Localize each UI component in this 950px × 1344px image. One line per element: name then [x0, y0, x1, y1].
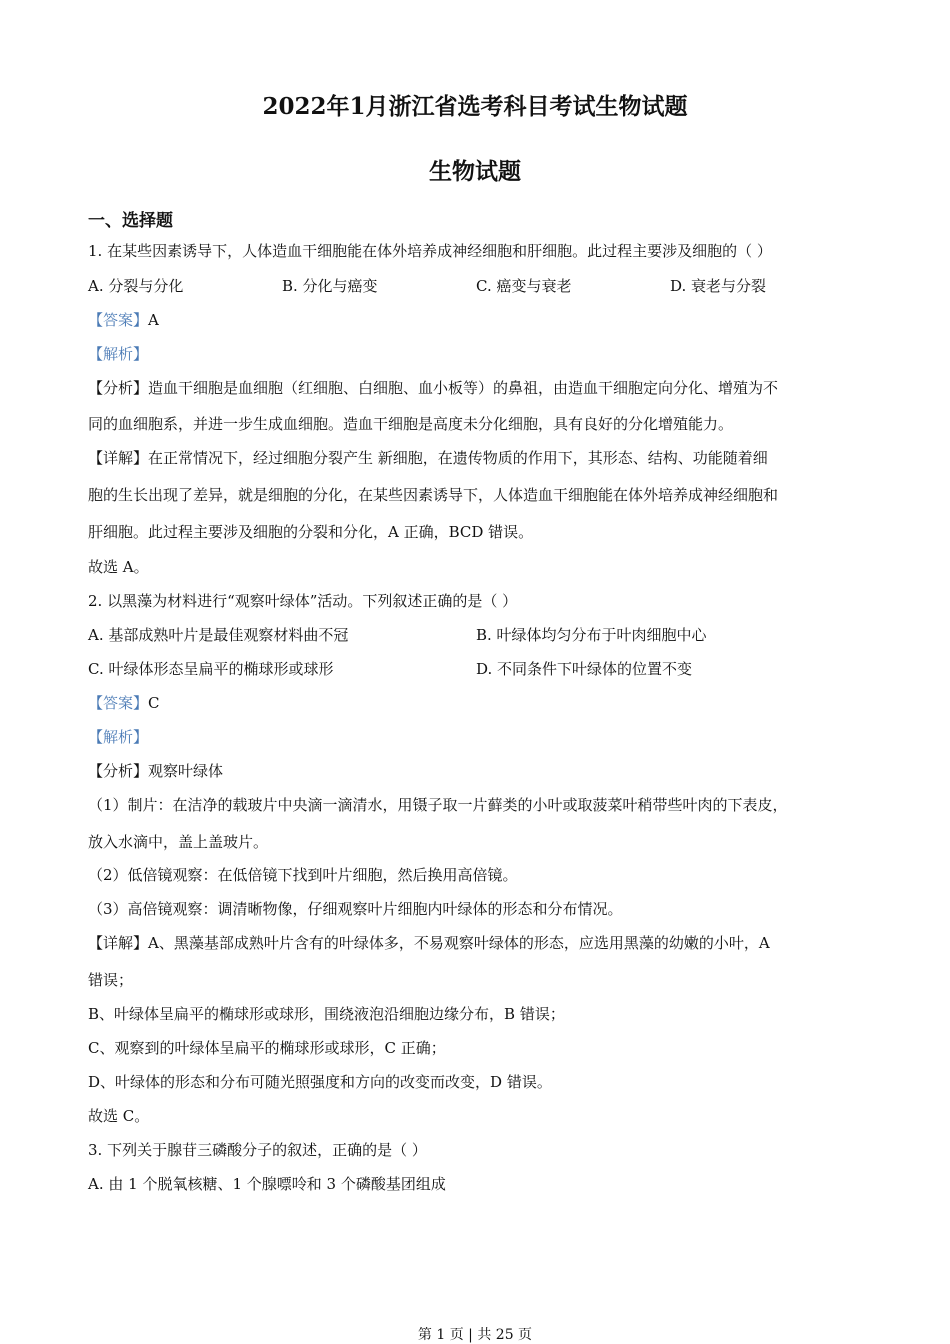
document-title: 2022年1月浙江省选考科目考试生物试题	[262, 93, 688, 120]
q2-option-c: C. 叶绿体形态呈扁平的椭球形或球形	[88, 660, 334, 678]
q3-option-a: A. 由 1 个脱氧核糖、1 个腺嘌呤和 3 个磷酸基团组成	[88, 1175, 446, 1193]
xiangjie-text: 在正常情况下，经过细胞分裂产生 新细胞，在遗传物质的作用下，其形态、结构、功能随着细	[148, 449, 768, 467]
q2-option-d: D. 不同条件下叶绿体的位置不变	[476, 660, 693, 678]
q2-option-a: A. 基部成熟叶片是最佳观察材料曲不冠	[88, 626, 349, 644]
q2-xiangjie-line-1	[88, 933, 863, 953]
q1-option-d: D. 衰老与分裂	[670, 277, 767, 295]
xiangjie-text: A、黑藻基部成熟叶片含有的叶绿体多，不易观察叶绿体的形态，应选用黑藻的幼嫩的小叶，A	[148, 934, 770, 952]
q2-option-b: B. 叶绿体均匀分布于叶肉细胞中心	[476, 626, 707, 644]
q2-line-c: C、观察到的叶绿体呈扁平的椭球形或球形，C 正确；	[88, 1039, 446, 1057]
xiangjie-tag: 【详解】	[88, 934, 149, 952]
q1-answer	[88, 310, 863, 330]
q2-step-2: （2）低倍镜观察：在低倍镜下找到叶片细胞，然后换用高倍镜。	[88, 866, 518, 884]
answer-value: A	[148, 311, 159, 329]
q1-fenxi-line-1	[88, 378, 863, 398]
analysis-tag: 【解析】	[88, 728, 149, 746]
fenxi-tag: 【分析】	[88, 379, 149, 397]
analysis-tag: 【解析】	[88, 345, 149, 363]
q1-option-b: B. 分化与癌变	[282, 277, 378, 295]
q1-option-a: A. 分裂与分化	[88, 277, 184, 295]
fenxi-tag: 【分析】	[88, 762, 149, 780]
q1-stem: 1. 在某些因素诱导下，人体造血干细胞能在体外培养成神经细胞和肝细胞。此过程主要涉及细胞的（ ）	[88, 242, 772, 260]
q2-step-1a: （1）制片：在洁净的载玻片中央滴一滴清水，用镊子取一片藓类的小叶或取菠菜叶稍带些叶肉的下表皮，	[88, 796, 788, 814]
q1-xiangjie-line-1	[88, 448, 863, 468]
q2-stem: 2. 以黑藻为材料进行“观察叶绿体”活动。下列叙述正确的是（ ）	[88, 592, 518, 610]
document-subtitle: 生物试题	[429, 158, 521, 185]
q2-analysis-heading	[88, 727, 863, 747]
q2-answer	[88, 693, 863, 713]
q2-line-b: B、叶绿体呈扁平的椭球形或球形，围绕液泡沿细胞边缘分布，B 错误；	[88, 1005, 565, 1023]
q1-fenxi-line-2: 同的血细胞系，并进一步生成血细胞。造血干细胞是高度未分化细胞，具有良好的分化增殖能力。	[88, 415, 734, 433]
answer-tag: 【答案】	[88, 694, 149, 712]
q1-xiangjie-line-3: 肝细胞。此过程主要涉及细胞的分裂和分化，A 正确，BCD 错误。	[88, 523, 534, 541]
q1-option-c: C. 癌变与衰老	[476, 277, 572, 295]
q1-conclusion: 故选 A。	[88, 558, 149, 576]
q3-stem: 3. 下列关于腺苷三磷酸分子的叙述，正确的是（ ）	[88, 1141, 427, 1159]
page-footer: 第 1 页 | 共 25 页	[417, 1327, 533, 1343]
xiangjie-tag: 【详解】	[88, 449, 149, 467]
fenxi-text: 观察叶绿体	[148, 762, 224, 780]
fenxi-text: 造血干细胞是血细胞（红细胞、白细胞、血小板等）的鼻祖，由造血干细胞定向分化、增殖为不	[148, 379, 779, 397]
section-heading: 一、选择题	[88, 211, 173, 231]
q2-conclusion: 故选 C。	[88, 1107, 150, 1125]
q2-fenxi	[88, 761, 863, 781]
q2-line-d: D、叶绿体的形态和分布可随光照强度和方向的改变而改变，D 错误。	[88, 1073, 552, 1091]
q2-xiangjie-line-2: 错误；	[88, 971, 134, 989]
q2-step-1b: 放入水滴中，盖上盖玻片。	[88, 833, 269, 851]
q1-xiangjie-line-2: 胞的生长出现了差异，就是细胞的分化，在某些因素诱导下，人体造血干细胞能在体外培养成神经细胞和	[88, 486, 779, 504]
answer-tag: 【答案】	[88, 311, 149, 329]
q2-step-3: （3）高倍镜观察：调清晰物像，仔细观察叶片细胞内叶绿体的形态和分布情况。	[88, 900, 623, 918]
q1-analysis-heading	[88, 344, 863, 364]
answer-value: C	[148, 694, 160, 712]
